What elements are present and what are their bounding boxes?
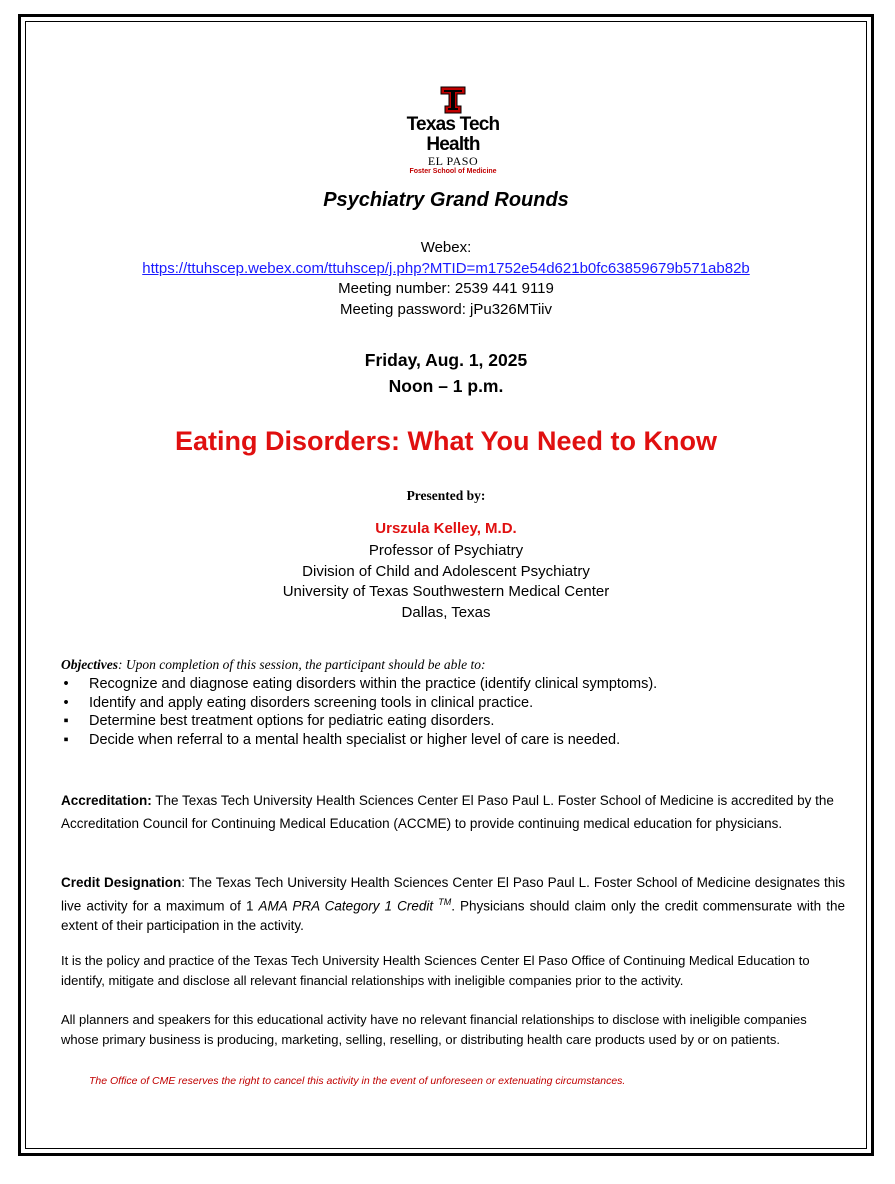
speaker-title: Professor of Psychiatry: [368, 542, 524, 559]
credit-designation: [61, 873, 845, 935]
bullet-icon: •: [63, 676, 69, 692]
objective-item: [61, 675, 861, 694]
meeting-password: Meeting password: jPu326MTiiv: [339, 301, 553, 318]
objectives-label: Objectives: [61, 657, 118, 672]
double-t-icon: [440, 86, 466, 114]
accreditation-label: Accreditation:: [61, 793, 152, 808]
objective-text: Decide when referral to a mental health specialist or higher level of care is needed.: [89, 731, 621, 748]
event-date: Friday, Aug. 1, 2025: [364, 350, 528, 370]
speaker-name: Urszula Kelley, M.D.: [375, 520, 517, 537]
planners-disclosure: All planners and speakers for this educational activity have no relevant financial relationships to disclose with ineligible companies whose primary business is producing, marketing, selling, reselling, or distributing health care products used by or on patients.: [61, 1012, 807, 1047]
series-title: Psychiatry Grand Rounds: [323, 189, 569, 211]
speaker-info: [30, 541, 862, 623]
credit-label: Credit Designation: [61, 875, 182, 890]
objective-item: [61, 731, 861, 750]
disclosure-policy: It is the policy and practice of the Texas Tech University Health Sciences Center El Paso Office of Continuing Medical Education to identify, mitigate and disclose all relevant financial relationships with ineligible companies prior to the activity.: [61, 953, 810, 988]
accreditation-statement: [61, 790, 845, 835]
cancel-notice: The Office of CME reserves the right to cancel this activity in the event of unforeseen or extenuating circumstances.: [89, 1075, 626, 1087]
credit-name: AMA PRA Category 1 Credit: [258, 898, 434, 913]
credit-text-b: . Physicians should claim only the credit commensurate with the extent of their participation in the activity.: [61, 898, 845, 933]
objective-item: [61, 712, 861, 731]
speaker-city: Dallas, Texas: [401, 603, 491, 621]
credit-text-a: : The Texas Tech University Health Sciences Center El Paso Paul L. Foster School of Medicine designates this live activity for a maximum of 1: [61, 875, 846, 913]
webex-link[interactable]: https://ttuhscep.webex.com/ttuhscep/j.php?MTID=m1752e54d621b0fc63859679b571ab82b: [142, 260, 750, 277]
accreditation-text: The Texas Tech University Health Sciences Center El Paso Paul L. Foster School of Medicine is accredited by the Accreditation Council for Continuing Medical Education (ACCME) to provide continuing medical education for physicians.: [61, 793, 834, 831]
webex-label: Webex:: [420, 239, 472, 256]
ttuhsc-logo: [378, 84, 528, 175]
webex-link-row: [30, 259, 862, 280]
objective-text: Determine best treatment options for pediatric eating disorders.: [89, 713, 495, 729]
logo-name: Texas Tech Health: [406, 114, 500, 155]
bullet-icon: •: [63, 694, 69, 711]
logo-location: EL PASO: [427, 154, 479, 168]
objectives-list: [61, 675, 861, 749]
objectives-intro: : Upon completion of this session, the participant should be able to:: [117, 657, 486, 672]
bullet-icon: ▪: [63, 713, 69, 729]
meeting-number: Meeting number: 2539 441 9119: [338, 280, 554, 297]
event-datetime: [30, 347, 862, 399]
trademark: TM: [438, 896, 452, 907]
speaker-division: Division of Child and Adolescent Psychiatry: [302, 562, 590, 580]
objectives-heading: [61, 657, 861, 673]
bullet-icon: ▪: [63, 731, 69, 748]
speaker-institution: University of Texas Southwestern Medical Center: [282, 583, 610, 600]
objective-item: [61, 694, 861, 713]
logo-school: Foster School of Medicine: [409, 168, 497, 175]
presented-by: Presented by:: [406, 488, 486, 503]
objective-text: Identify and apply eating disorders screening tools in clinical practice.: [89, 694, 534, 711]
event-time: Noon – 1 p.m.: [388, 376, 504, 396]
objective-text: Recognize and diagnose eating disorders within the practice (identify clinical symptoms).: [89, 676, 658, 692]
talk-title: Eating Disorders: What You Need to Know: [174, 426, 718, 456]
